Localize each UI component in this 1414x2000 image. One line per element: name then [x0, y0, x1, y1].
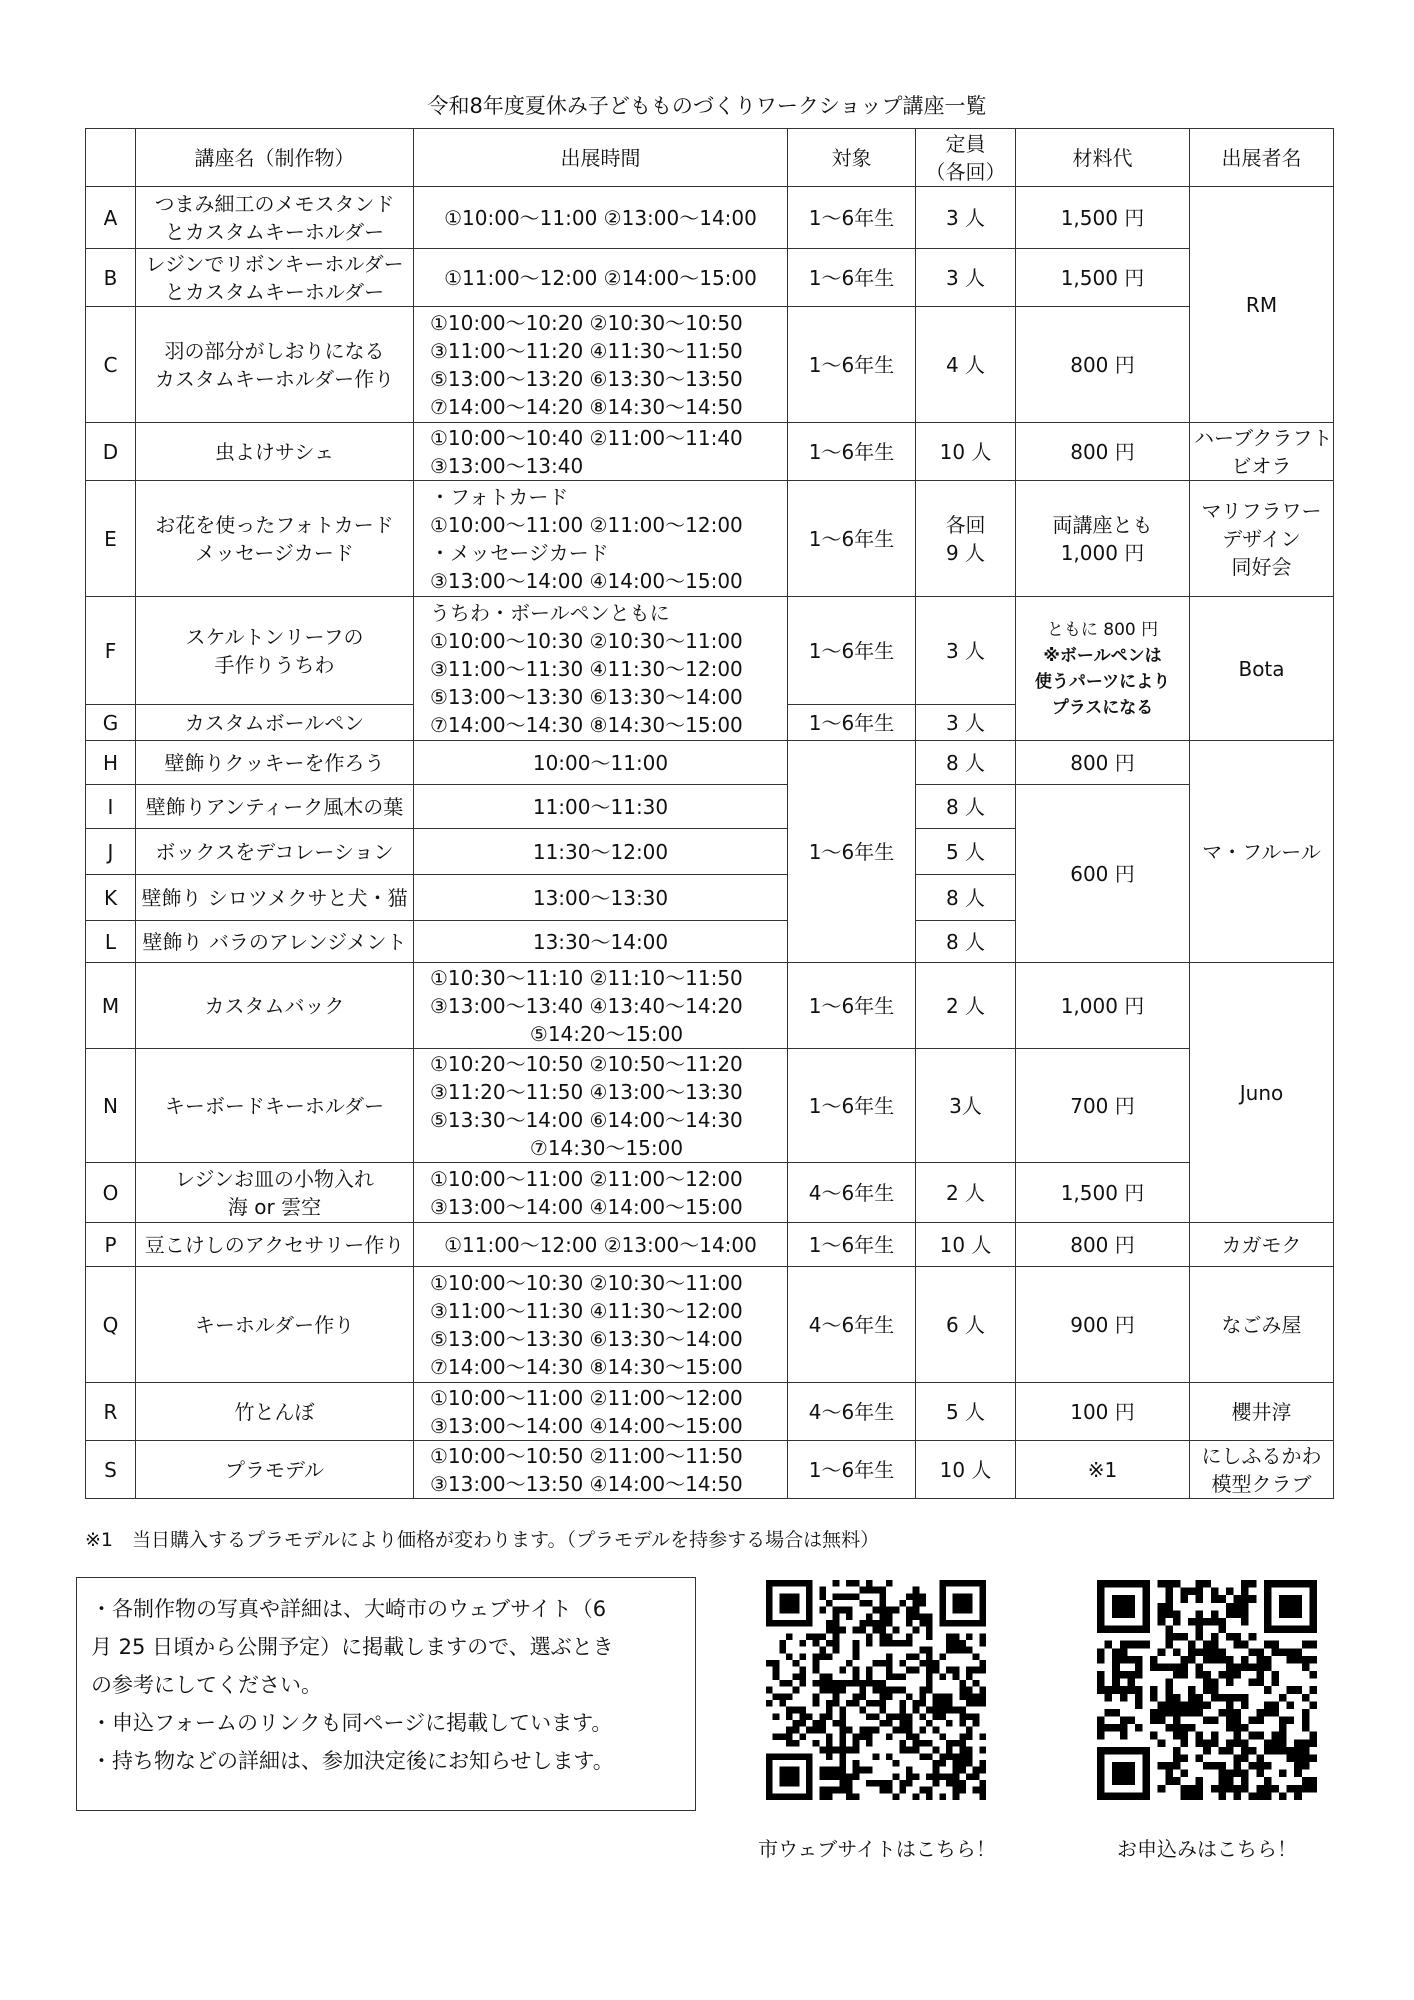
row-exhibitor: RM: [1190, 187, 1334, 423]
row-time: ①11:00～12:00 ②14:00～15:00: [414, 249, 788, 307]
name-line: 海 or 雲空: [227, 1194, 322, 1219]
row-fee: 800 円: [1016, 423, 1190, 481]
apply-qr-code-icon[interactable]: [1097, 1580, 1317, 1800]
row-fee: 1,500 円: [1016, 187, 1190, 249]
time-line: ①10:30～11:10 ②11:10～11:50: [430, 965, 743, 990]
row-fee: 800 円: [1016, 741, 1190, 785]
header-capacity-line: 定員: [945, 131, 986, 156]
row-name: 壁飾りクッキーを作ろう: [136, 741, 414, 785]
row-time: 10:00～11:00: [414, 741, 788, 785]
row-capacity: 6 人: [916, 1267, 1016, 1383]
row-code: H: [86, 741, 136, 785]
time-line: ⑤13:00～13:30 ⑥13:30～14:00: [430, 1326, 743, 1351]
row-code: S: [86, 1441, 136, 1499]
row-capacity: 5 人: [916, 1383, 1016, 1441]
time-line: ⑤13:30～14:00 ⑥14:00～14:30: [430, 1107, 743, 1132]
exhibitor-line: にしふるかわ: [1201, 1443, 1322, 1468]
row-name: カスタムバック: [136, 963, 414, 1049]
row-capacity: 8 人: [916, 741, 1016, 785]
name-line: レジンでリボンキーホルダー: [145, 251, 404, 276]
row-code: E: [86, 481, 136, 597]
row-exhibitor: 櫻井淳: [1190, 1383, 1334, 1441]
row-name: ボックスをデコレーション: [136, 829, 414, 875]
row-time: [414, 597, 788, 741]
row-fee: [1016, 481, 1190, 597]
row-code: K: [86, 875, 136, 921]
row-code: A: [86, 187, 136, 249]
table-row: [86, 423, 1334, 481]
row-exhibitor: カガモク: [1190, 1223, 1334, 1267]
header-code: [86, 129, 136, 187]
table-header-row: [86, 129, 1334, 187]
info-line: 月 25 日頃から公開予定）に掲載しますので、選ぶとき: [91, 1635, 614, 1659]
row-name: カスタムボールペン: [136, 705, 414, 741]
row-code: M: [86, 963, 136, 1049]
row-code: L: [86, 921, 136, 963]
row-exhibitor: [1190, 1441, 1334, 1499]
row-time: 11:30～12:00: [414, 829, 788, 875]
row-name: [136, 187, 414, 249]
page-title: 令和8年度夏休み子どもものづくりワークショップ講座一覧: [427, 94, 987, 118]
row-exhibitor: なごみ屋: [1190, 1267, 1334, 1383]
fee-line: 1,000 円: [1060, 540, 1145, 565]
table-row: [86, 249, 1334, 307]
time-line: ⑤13:00～13:20 ⑥13:30～13:50: [430, 366, 743, 391]
row-fee: [1016, 597, 1190, 741]
row-code: G: [86, 705, 136, 741]
row-code: D: [86, 423, 136, 481]
row-capacity: 3人: [916, 1049, 1016, 1163]
table-row: [86, 741, 1334, 785]
time-line: ③13:00～13:40: [430, 453, 584, 478]
time-line: ①10:00～11:00 ②11:00～12:00: [430, 512, 743, 537]
time-line: ⑦14:00～14:20 ⑧14:30～14:50: [430, 394, 743, 419]
exhibitor-line: ハーブクラフト: [1194, 425, 1333, 450]
fee-note-line: プラスになる: [1051, 697, 1154, 718]
row-name: 壁飾りアンティーク風木の葉: [136, 785, 414, 829]
fee-line: 両講座とも: [1052, 512, 1153, 537]
name-line: つまみ細工のメモスタンド: [154, 191, 395, 216]
row-capacity: 3 人: [916, 705, 1016, 741]
info-line: ・申込フォームのリンクも同ページに掲載しています。: [91, 1711, 613, 1735]
row-target: 1～6年生: [788, 963, 916, 1049]
time-line: ③11:20～11:50 ④13:00～13:30: [430, 1079, 743, 1104]
info-line: ・持ち物などの詳細は、参加決定後にお知らせします。: [91, 1749, 614, 1773]
row-code: R: [86, 1383, 136, 1441]
exhibitor-line: マリフラワー: [1201, 498, 1322, 523]
row-target: 1～6年生: [788, 249, 916, 307]
row-capacity: 4 人: [916, 307, 1016, 423]
row-exhibitor: マ・フルール: [1190, 741, 1334, 963]
row-capacity: 3 人: [916, 597, 1016, 705]
website-qr-code-icon[interactable]: [766, 1580, 986, 1800]
row-fee: 1,000 円: [1016, 963, 1190, 1049]
row-target: 1～6年生: [788, 307, 916, 423]
row-name: キーボードキーホルダー: [136, 1049, 414, 1163]
table-row: [86, 1049, 1334, 1163]
header-capacity: [916, 129, 1016, 187]
time-line: ③13:00～13:40 ④13:40～14:20: [430, 993, 743, 1018]
row-name: 竹とんぼ: [136, 1383, 414, 1441]
table-row: [86, 307, 1334, 423]
row-capacity: 10 人: [916, 1223, 1016, 1267]
row-capacity: 10 人: [916, 1441, 1016, 1499]
name-line: レジンお皿の小物入れ: [175, 1166, 374, 1191]
table-row: [86, 1441, 1334, 1499]
time-line: ③13:00～14:00 ④14:00～15:00: [430, 1194, 743, 1219]
row-code: O: [86, 1163, 136, 1223]
time-line: ①10:00～10:30 ②10:30～11:00: [430, 1270, 743, 1295]
qr-code-graphic: [1097, 1580, 1317, 1800]
fee-note-line: 使うパーツにより: [1034, 671, 1171, 692]
header-fee: 材料代: [1016, 129, 1190, 187]
time-line: ①10:00～10:40 ②11:00～11:40: [430, 425, 743, 450]
row-time: 13:30～14:00: [414, 921, 788, 963]
table-row: [86, 1267, 1334, 1383]
fee-note-line: ※ボールペンは: [1043, 645, 1162, 666]
row-code: J: [86, 829, 136, 875]
time-line: ⑤13:00～13:30 ⑥13:30～14:00: [430, 684, 743, 709]
row-time: 13:00～13:30: [414, 875, 788, 921]
website-qr-caption: 市ウェブサイトはこちら！: [758, 1837, 996, 1861]
header-name: 講座名（制作物）: [136, 129, 414, 187]
row-name: プラモデル: [136, 1441, 414, 1499]
row-target: 1～6年生: [788, 423, 916, 481]
row-capacity: 2 人: [916, 963, 1016, 1049]
table-row: [86, 1383, 1334, 1441]
row-code: Q: [86, 1267, 136, 1383]
header-capacity-line: （各回）: [925, 159, 1006, 184]
row-capacity: 3 人: [916, 249, 1016, 307]
row-target: 4～6年生: [788, 1267, 916, 1383]
row-fee: 800 円: [1016, 1223, 1190, 1267]
row-time: [414, 481, 788, 597]
row-capacity: 8 人: [916, 785, 1016, 829]
capacity-line: 各回: [945, 512, 986, 537]
row-fee: 600 円: [1016, 785, 1190, 963]
row-code: N: [86, 1049, 136, 1163]
time-line: ①10:00～11:00 ②11:00～12:00: [430, 1166, 743, 1191]
table-row: [86, 187, 1334, 249]
time-line: ・フォトカード: [430, 484, 569, 509]
time-line: ③11:00～11:30 ④11:30～12:00: [430, 1298, 743, 1323]
row-time: ①10:00～11:00 ②13:00～14:00: [414, 187, 788, 249]
table-row: [86, 1163, 1334, 1223]
name-line: とカスタムキーホルダー: [164, 219, 385, 244]
info-box: [76, 1577, 696, 1811]
row-name: [136, 307, 414, 423]
row-target: 4～6年生: [788, 1383, 916, 1441]
time-line: ③11:00～11:30 ④11:30～12:00: [430, 656, 743, 681]
row-fee: 1,500 円: [1016, 1163, 1190, 1223]
name-line: カスタムキーホルダー作り: [154, 366, 395, 391]
row-target: 1～6年生: [788, 187, 916, 249]
row-target: 1～6年生: [788, 741, 916, 963]
row-target: 1～6年生: [788, 1049, 916, 1163]
info-line: の参考にしてください。: [91, 1673, 322, 1697]
time-line: うちわ・ボールペンともに: [430, 600, 670, 625]
exhibitor-line: デザイン: [1222, 526, 1301, 551]
row-time: 11:00～11:30: [414, 785, 788, 829]
row-time: [414, 1049, 788, 1163]
footnote: ※1 当日購入するプラモデルにより価格が変わります。（プラモデルを持参する場合は無料）: [85, 1529, 880, 1551]
row-capacity: 8 人: [916, 875, 1016, 921]
row-name: キーホルダー作り: [136, 1267, 414, 1383]
time-line: ⑦14:00～14:30 ⑧14:30～15:00: [430, 712, 743, 737]
time-line: ①10:00～10:30 ②10:30～11:00: [430, 628, 743, 653]
row-fee: 700 円: [1016, 1049, 1190, 1163]
row-exhibitor: Bota: [1190, 597, 1334, 741]
row-name: [136, 249, 414, 307]
row-fee: 800 円: [1016, 307, 1190, 423]
row-code: C: [86, 307, 136, 423]
row-target: 1～6年生: [788, 597, 916, 705]
row-capacity: 8 人: [916, 921, 1016, 963]
capacity-line: 9 人: [945, 540, 986, 565]
row-time: [414, 963, 788, 1049]
header-exhibitor: 出展者名: [1190, 129, 1334, 187]
workshop-table: [85, 128, 1334, 1499]
row-name: 壁飾り バラのアレンジメント: [136, 921, 414, 963]
row-capacity: [916, 481, 1016, 597]
row-name: 虫よけサシェ: [136, 423, 414, 481]
row-code: I: [86, 785, 136, 829]
name-line: スケルトンリーフの: [185, 624, 364, 649]
name-line: メッセージカード: [195, 540, 354, 565]
apply-qr-caption: お申込みはこちら！: [1117, 1837, 1297, 1861]
time-line: ⑦14:30～15:00: [529, 1135, 684, 1160]
row-exhibitor: [1190, 481, 1334, 597]
name-line: とカスタムキーホルダー: [164, 279, 385, 304]
row-time: [414, 1441, 788, 1499]
row-fee: 1,500 円: [1016, 249, 1190, 307]
table-row: [86, 785, 1334, 829]
table-row: [86, 597, 1334, 705]
row-capacity: 10 人: [916, 423, 1016, 481]
qr-code-graphic: [766, 1580, 986, 1800]
row-name: 壁飾り シロツメクサと犬・猫: [136, 875, 414, 921]
row-name: 豆こけしのアクセサリー作り: [136, 1223, 414, 1267]
row-fee: 100 円: [1016, 1383, 1190, 1441]
name-line: 手作りうちわ: [214, 652, 335, 677]
row-code: B: [86, 249, 136, 307]
row-time: [414, 307, 788, 423]
table-row: [86, 963, 1334, 1049]
header-time: 出展時間: [414, 129, 788, 187]
name-line: 羽の部分がしおりになる: [164, 338, 385, 363]
exhibitor-line: 模型クラブ: [1211, 1471, 1312, 1496]
row-name: [136, 481, 414, 597]
time-line: ①10:00～11:00 ②11:00～12:00: [430, 1385, 743, 1410]
row-code: P: [86, 1223, 136, 1267]
row-target: 1～6年生: [788, 705, 916, 741]
row-exhibitor: [1190, 423, 1334, 481]
time-line: ①10:00～10:20 ②10:30～10:50: [430, 310, 743, 335]
time-line: ①10:00～10:50 ②11:00～11:50: [430, 1443, 743, 1468]
time-line: ③13:00～14:00 ④14:00～15:00: [430, 568, 743, 593]
time-line: ①10:20～10:50 ②10:50～11:20: [430, 1051, 743, 1076]
time-line: ・メッセージカード: [430, 540, 609, 565]
time-line: ⑤14:20～15:00: [529, 1021, 684, 1046]
row-target: 1～6年生: [788, 481, 916, 597]
time-line: ③11:00～11:20 ④11:30～11:50: [430, 338, 743, 363]
table-row: [86, 1223, 1334, 1267]
row-time: [414, 423, 788, 481]
row-capacity: 5 人: [916, 829, 1016, 875]
time-line: ③13:00～14:00 ④14:00～15:00: [430, 1413, 743, 1438]
info-line: ・各制作物の写真や詳細は、大崎市のウェブサイト（6: [91, 1597, 607, 1621]
exhibitor-line: ビオラ: [1231, 453, 1292, 478]
time-line: ③13:00～13:50 ④14:00～14:50: [430, 1471, 743, 1496]
row-time: [414, 1383, 788, 1441]
row-capacity: 3 人: [916, 187, 1016, 249]
row-exhibitor: Juno: [1190, 963, 1334, 1223]
time-line: ⑦14:00～14:30 ⑧14:30～15:00: [430, 1354, 743, 1379]
row-time: [414, 1163, 788, 1223]
row-name: [136, 1163, 414, 1223]
table-row: [86, 481, 1334, 597]
row-time: [414, 1267, 788, 1383]
row-fee: 900 円: [1016, 1267, 1190, 1383]
row-fee: ※1: [1016, 1441, 1190, 1499]
row-time: ①11:00～12:00 ②13:00～14:00: [414, 1223, 788, 1267]
header-target: 対象: [788, 129, 916, 187]
exhibitor-line: 同好会: [1231, 554, 1292, 579]
row-code: F: [86, 597, 136, 705]
fee-line: ともに 800 円: [1046, 619, 1159, 640]
name-line: お花を使ったフォトカード: [155, 512, 394, 537]
row-target: 1～6年生: [788, 1441, 916, 1499]
row-name: [136, 597, 414, 705]
row-target: 1～6年生: [788, 1223, 916, 1267]
row-target: 4～6年生: [788, 1163, 916, 1223]
row-capacity: 2 人: [916, 1163, 1016, 1223]
